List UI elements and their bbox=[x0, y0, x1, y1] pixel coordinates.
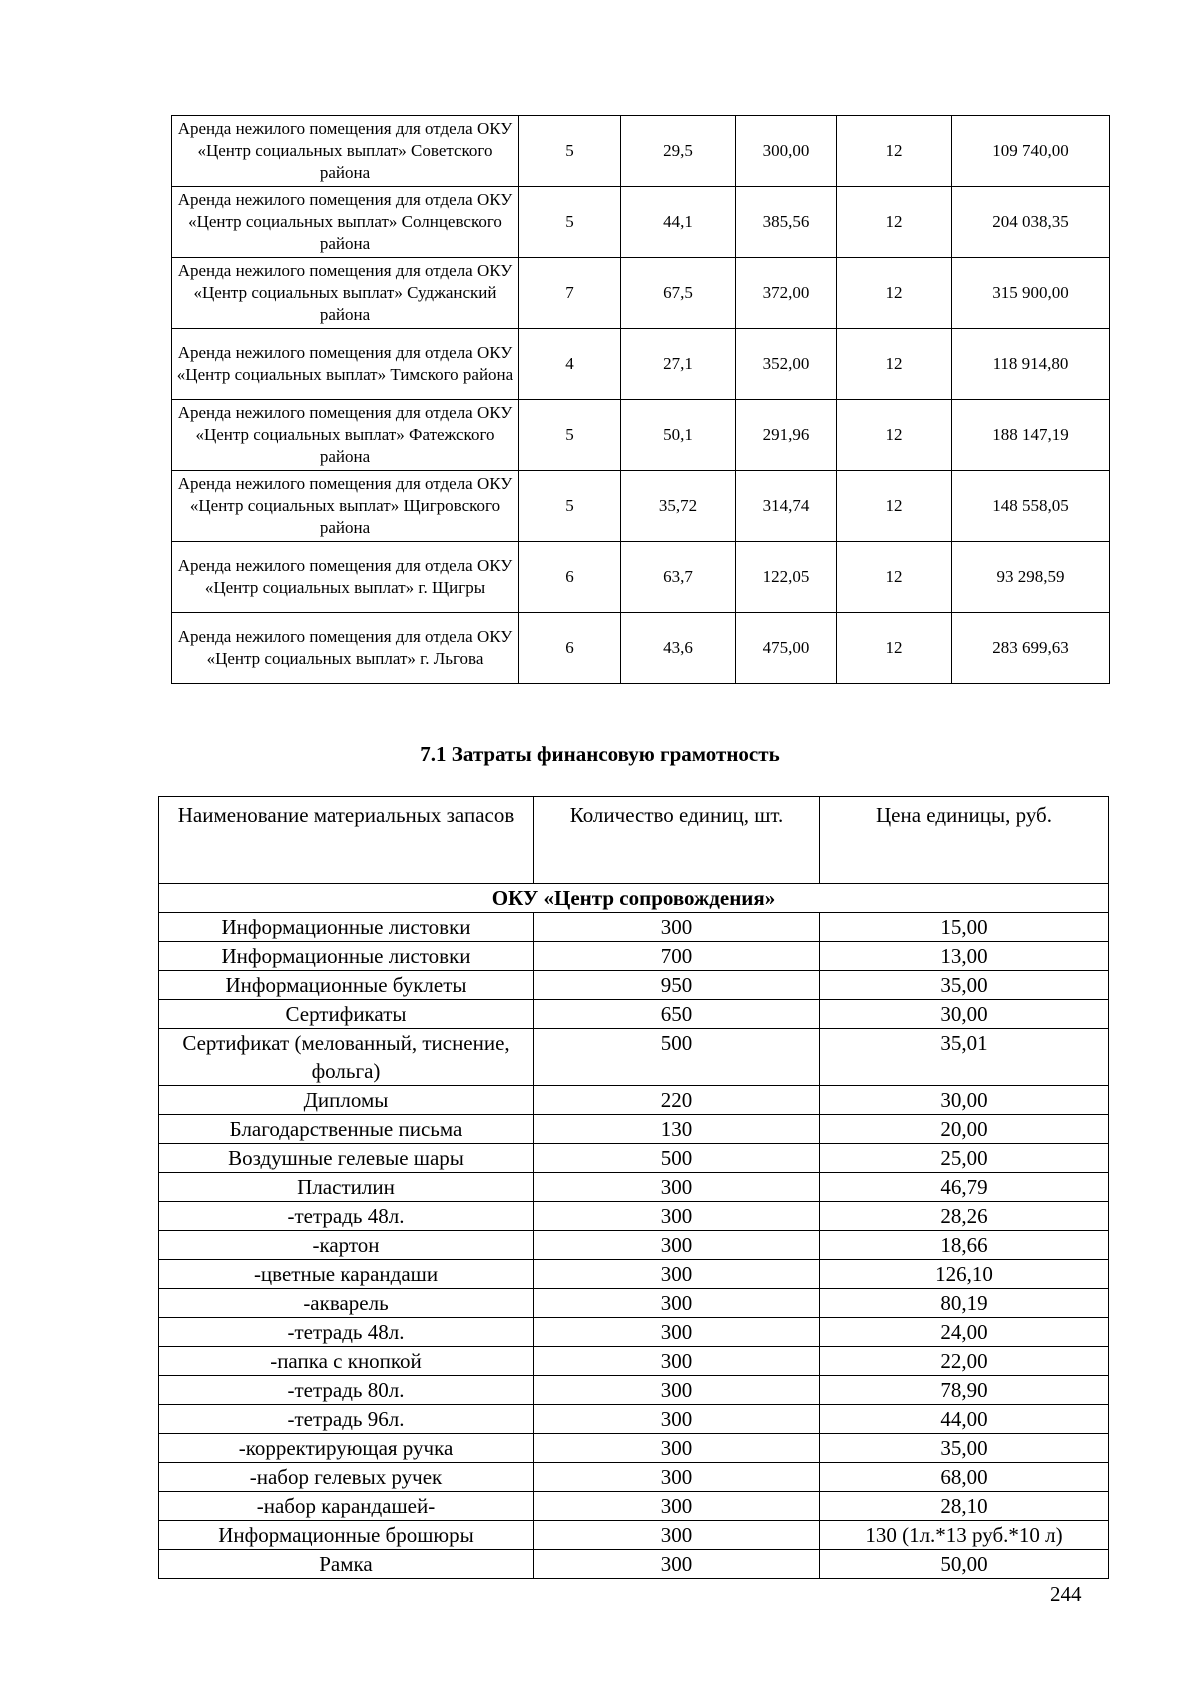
material-quantity-cell: 300 bbox=[534, 1260, 820, 1289]
rent-value-cell: 5 bbox=[519, 471, 621, 542]
material-quantity-cell: 300 bbox=[534, 1521, 820, 1550]
rent-value-cell: 475,00 bbox=[736, 613, 837, 684]
rent-name-cell: Аренда нежилого помещения для отдела ОКУ «Центр социальных выплат» Фатежского района bbox=[172, 400, 519, 471]
rent-value-cell: 385,56 bbox=[736, 187, 837, 258]
rent-value-cell: 4 bbox=[519, 329, 621, 400]
material-quantity-cell: 300 bbox=[534, 1173, 820, 1202]
table-row bbox=[159, 1347, 1109, 1376]
material-name-cell: Благодарственные письма bbox=[159, 1115, 534, 1144]
material-price-cell: 46,79 bbox=[820, 1173, 1109, 1202]
material-name-cell: -картон bbox=[159, 1231, 534, 1260]
table-row bbox=[172, 471, 1110, 542]
rent-value-cell: 122,05 bbox=[736, 542, 837, 613]
rent-value-cell: 43,6 bbox=[621, 613, 736, 684]
material-price-cell: 50,00 bbox=[820, 1550, 1109, 1579]
rent-value-cell: 291,96 bbox=[736, 400, 837, 471]
rent-name-cell: Аренда нежилого помещения для отдела ОКУ «Центр социальных выплат» г. Щигры bbox=[172, 542, 519, 613]
rent-value-cell: 5 bbox=[519, 116, 621, 187]
material-name-cell: Дипломы bbox=[159, 1086, 534, 1115]
rent-value-cell: 5 bbox=[519, 187, 621, 258]
rent-value-cell: 315 900,00 bbox=[952, 258, 1110, 329]
rent-value-cell: 63,7 bbox=[621, 542, 736, 613]
material-name-cell: Информационные буклеты bbox=[159, 971, 534, 1000]
table-row bbox=[159, 1260, 1109, 1289]
material-quantity-cell: 700 bbox=[534, 942, 820, 971]
material-quantity-cell: 300 bbox=[534, 1405, 820, 1434]
table-row bbox=[159, 1202, 1109, 1231]
material-quantity-cell: 300 bbox=[534, 1289, 820, 1318]
material-quantity-cell: 300 bbox=[534, 1231, 820, 1260]
rent-table bbox=[171, 115, 1110, 684]
table-row bbox=[159, 1144, 1109, 1173]
rent-value-cell: 5 bbox=[519, 400, 621, 471]
material-quantity-cell: 500 bbox=[534, 1029, 820, 1086]
table-row bbox=[159, 1492, 1109, 1521]
rent-value-cell: 283 699,63 bbox=[952, 613, 1110, 684]
material-name-cell: Информационные листовки bbox=[159, 942, 534, 971]
material-name-cell: Информационные листовки bbox=[159, 913, 534, 942]
header-name: Наименование материальных запасов bbox=[159, 797, 534, 884]
rent-value-cell: 352,00 bbox=[736, 329, 837, 400]
materials-table bbox=[158, 796, 1109, 1579]
material-price-cell: 30,00 bbox=[820, 1000, 1109, 1029]
rent-value-cell: 109 740,00 bbox=[952, 116, 1110, 187]
rent-value-cell: 12 bbox=[837, 613, 952, 684]
material-name-cell: Сертификат (мелованный, тиснение, фольга) bbox=[159, 1029, 534, 1086]
material-quantity-cell: 130 bbox=[534, 1115, 820, 1144]
rent-value-cell: 50,1 bbox=[621, 400, 736, 471]
material-quantity-cell: 300 bbox=[534, 1318, 820, 1347]
material-price-cell: 13,00 bbox=[820, 942, 1109, 971]
rent-value-cell: 12 bbox=[837, 329, 952, 400]
material-price-cell: 20,00 bbox=[820, 1115, 1109, 1144]
rent-name-cell: Аренда нежилого помещения для отдела ОКУ «Центр социальных выплат» г. Льгова bbox=[172, 613, 519, 684]
rent-value-cell: 6 bbox=[519, 542, 621, 613]
table-row bbox=[172, 613, 1110, 684]
rent-value-cell: 372,00 bbox=[736, 258, 837, 329]
table-row bbox=[172, 329, 1110, 400]
material-quantity-cell: 650 bbox=[534, 1000, 820, 1029]
material-quantity-cell: 300 bbox=[534, 1550, 820, 1579]
rent-value-cell: 12 bbox=[837, 258, 952, 329]
material-price-cell: 35,00 bbox=[820, 1434, 1109, 1463]
table-row bbox=[159, 1521, 1109, 1550]
material-quantity-cell: 300 bbox=[534, 1347, 820, 1376]
material-name-cell: -набор гелевых ручек bbox=[159, 1463, 534, 1492]
material-quantity-cell: 300 bbox=[534, 1376, 820, 1405]
rent-value-cell: 300,00 bbox=[736, 116, 837, 187]
material-price-cell: 35,01 bbox=[820, 1029, 1109, 1086]
material-price-cell: 80,19 bbox=[820, 1289, 1109, 1318]
table-row bbox=[159, 1173, 1109, 1202]
material-price-cell: 130 (1л.*13 руб.*10 л) bbox=[820, 1521, 1109, 1550]
material-quantity-cell: 300 bbox=[534, 1202, 820, 1231]
material-price-cell: 24,00 bbox=[820, 1318, 1109, 1347]
material-name-cell: -набор карандашей- bbox=[159, 1492, 534, 1521]
material-quantity-cell: 300 bbox=[534, 1434, 820, 1463]
table-row bbox=[159, 913, 1109, 942]
material-price-cell: 30,00 bbox=[820, 1086, 1109, 1115]
rent-value-cell: 6 bbox=[519, 613, 621, 684]
rent-value-cell: 148 558,05 bbox=[952, 471, 1110, 542]
material-quantity-cell: 300 bbox=[534, 913, 820, 942]
rent-value-cell: 204 038,35 bbox=[952, 187, 1110, 258]
material-price-cell: 25,00 bbox=[820, 1144, 1109, 1173]
section-title: 7.1 Затраты финансовую грамотность bbox=[420, 742, 780, 766]
table-row bbox=[172, 542, 1110, 613]
material-name-cell: Рамка bbox=[159, 1550, 534, 1579]
material-name-cell: -тетрадь 48л. bbox=[159, 1318, 534, 1347]
rent-name-cell: Аренда нежилого помещения для отдела ОКУ «Центр социальных выплат» Щигровского района bbox=[172, 471, 519, 542]
rent-value-cell: 188 147,19 bbox=[952, 400, 1110, 471]
table-row bbox=[159, 1029, 1109, 1086]
rent-value-cell: 44,1 bbox=[621, 187, 736, 258]
rent-name-cell: Аренда нежилого помещения для отдела ОКУ «Центр социальных выплат» Суджанский района bbox=[172, 258, 519, 329]
material-quantity-cell: 500 bbox=[534, 1144, 820, 1173]
table-row bbox=[172, 187, 1110, 258]
material-price-cell: 28,10 bbox=[820, 1492, 1109, 1521]
material-price-cell: 35,00 bbox=[820, 971, 1109, 1000]
rent-name-cell: Аренда нежилого помещения для отдела ОКУ «Центр социальных выплат» Солнцевского района bbox=[172, 187, 519, 258]
page-number: 244 bbox=[1050, 1582, 1082, 1606]
table-row bbox=[159, 942, 1109, 971]
rent-value-cell: 67,5 bbox=[621, 258, 736, 329]
material-quantity-cell: 220 bbox=[534, 1086, 820, 1115]
rent-value-cell: 12 bbox=[837, 400, 952, 471]
rent-name-cell: Аренда нежилого помещения для отдела ОКУ «Центр социальных выплат» Тимского района bbox=[172, 329, 519, 400]
rent-value-cell: 7 bbox=[519, 258, 621, 329]
material-price-cell: 68,00 bbox=[820, 1463, 1109, 1492]
rent-name-cell: Аренда нежилого помещения для отдела ОКУ «Центр социальных выплат» Советского района bbox=[172, 116, 519, 187]
rent-value-cell: 12 bbox=[837, 542, 952, 613]
rent-value-cell: 12 bbox=[837, 116, 952, 187]
rent-value-cell: 93 298,59 bbox=[952, 542, 1110, 613]
rent-value-cell: 12 bbox=[837, 471, 952, 542]
table-row bbox=[159, 1115, 1109, 1144]
table-row bbox=[159, 1318, 1109, 1347]
material-name-cell: -тетрадь 48л. bbox=[159, 1202, 534, 1231]
table-row bbox=[159, 1405, 1109, 1434]
material-price-cell: 15,00 bbox=[820, 913, 1109, 942]
header-price: Цена единицы, руб. bbox=[820, 797, 1109, 884]
material-name-cell: Сертификаты bbox=[159, 1000, 534, 1029]
table-row bbox=[159, 971, 1109, 1000]
material-name-cell: -тетрадь 80л. bbox=[159, 1376, 534, 1405]
material-price-cell: 44,00 bbox=[820, 1405, 1109, 1434]
table-row bbox=[172, 116, 1110, 187]
material-name-cell: -папка с кнопкой bbox=[159, 1347, 534, 1376]
rent-value-cell: 118 914,80 bbox=[952, 329, 1110, 400]
material-quantity-cell: 300 bbox=[534, 1463, 820, 1492]
material-price-cell: 22,00 bbox=[820, 1347, 1109, 1376]
table-row bbox=[159, 1434, 1109, 1463]
materials-header-row bbox=[159, 797, 1109, 884]
material-name-cell: Воздушные гелевые шары bbox=[159, 1144, 534, 1173]
material-price-cell: 78,90 bbox=[820, 1376, 1109, 1405]
rent-value-cell: 12 bbox=[837, 187, 952, 258]
material-price-cell: 18,66 bbox=[820, 1231, 1109, 1260]
material-name-cell: -акварель bbox=[159, 1289, 534, 1318]
material-quantity-cell: 300 bbox=[534, 1492, 820, 1521]
table-row bbox=[159, 1463, 1109, 1492]
table-row bbox=[159, 1086, 1109, 1115]
table-row bbox=[159, 1289, 1109, 1318]
material-name-cell: Информационные брошюры bbox=[159, 1521, 534, 1550]
rent-value-cell: 29,5 bbox=[621, 116, 736, 187]
material-quantity-cell: 950 bbox=[534, 971, 820, 1000]
material-name-cell: -цветные карандаши bbox=[159, 1260, 534, 1289]
table-row bbox=[159, 1000, 1109, 1029]
rent-value-cell: 27,1 bbox=[621, 329, 736, 400]
section-label: ОКУ «Центр сопровождения» bbox=[159, 884, 1109, 913]
material-price-cell: 126,10 bbox=[820, 1260, 1109, 1289]
table-row bbox=[159, 1231, 1109, 1260]
material-name-cell: Пластилин bbox=[159, 1173, 534, 1202]
material-price-cell: 28,26 bbox=[820, 1202, 1109, 1231]
table-row bbox=[172, 258, 1110, 329]
material-name-cell: -тетрадь 96л. bbox=[159, 1405, 534, 1434]
rent-value-cell: 314,74 bbox=[736, 471, 837, 542]
table-row bbox=[159, 1550, 1109, 1579]
table-row bbox=[172, 400, 1110, 471]
materials-section-row bbox=[159, 884, 1109, 913]
table-row bbox=[159, 1376, 1109, 1405]
header-quantity: Количество единиц, шт. bbox=[534, 797, 820, 884]
material-name-cell: -корректирующая ручка bbox=[159, 1434, 534, 1463]
rent-value-cell: 35,72 bbox=[621, 471, 736, 542]
